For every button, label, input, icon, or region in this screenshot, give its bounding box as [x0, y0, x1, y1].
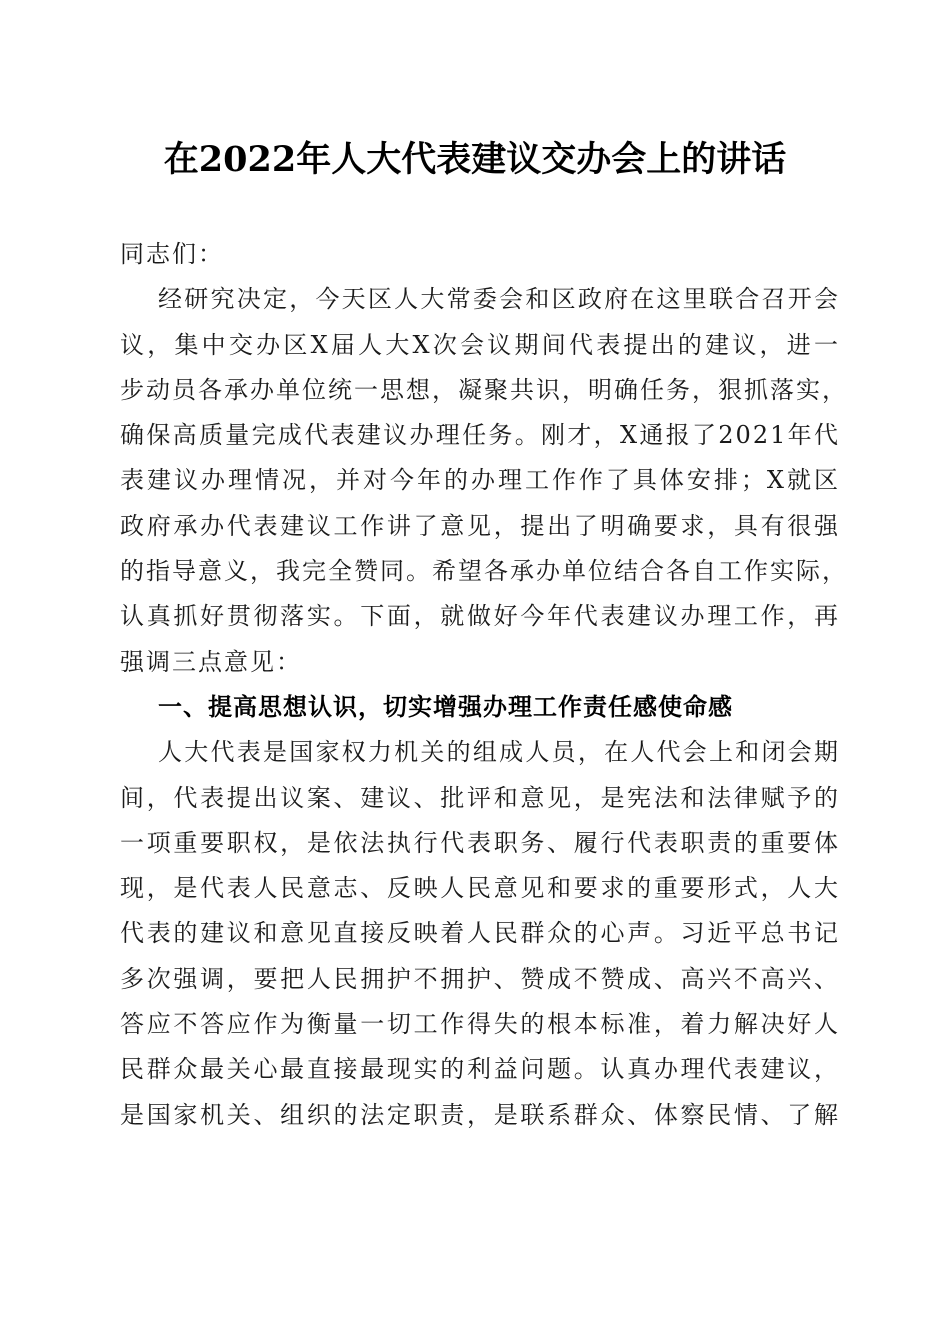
paragraph-2: [120, 730, 840, 1138]
paragraph-line: 代表的建议和意见直接反映着人民群众的心声。习近平总书记: [120, 919, 840, 948]
paragraph-line: 议，集中交办区X届人大X次会议期间代表提出的建议，进一: [120, 330, 840, 359]
paragraph-line: 强调三点意见：: [120, 647, 302, 676]
paragraph-line: 是国家机关、组织的法定职责，是联系群众、体察民情、了解: [120, 1100, 840, 1129]
paragraph-line: 民群众最关心最直接最现实的利益问题。认真办理代表建议，: [120, 1055, 840, 1084]
paragraph-line: 人大代表是国家权力机关的组成人员，在人代会上和闭会期: [158, 738, 840, 767]
section-heading: 一、提高思想认识，切实增强办理工作责任感使命感: [158, 692, 733, 721]
paragraph-line: 的指导意义，我完全赞同。希望各承办单位结合各自工作实际，: [120, 557, 848, 586]
document-body: [120, 232, 848, 1138]
paragraph-line: 间，代表提出议案、建议、批评和意见，是宪法和法律赋予的: [120, 783, 840, 812]
paragraph-line: 步动员各承办单位统一思想，凝聚共识，明确任务，狠抓落实，: [120, 375, 848, 404]
paragraph-line: 政府承办代表建议工作讲了意见，提出了明确要求，具有很强: [120, 511, 840, 540]
paragraph-line: 表建议办理情况，并对今年的办理工作作了具体安排；X就区: [120, 466, 840, 495]
paragraph-line: 一项重要职权，是依法执行代表职务、履行代表职责的重要体: [120, 828, 840, 857]
paragraph-line: 经研究决定，今天区人大常委会和区政府在这里联合召开会: [158, 285, 840, 314]
paragraph-line: 多次强调，要把人民拥护不拥护、赞成不赞成、高兴不高兴、: [120, 964, 840, 993]
document-title: 在2022年人大代表建议交办会上的讲话: [163, 139, 787, 180]
paragraph-line: 答应不答应作为衡量一切工作得失的根本标准，着力解决好人: [120, 1010, 840, 1039]
paragraph-1: [120, 277, 848, 685]
paragraph-line: 认真抓好贯彻落实。下面，就做好今年代表建议办理工作，再: [120, 602, 840, 631]
paragraph-line: 现，是代表人民意志、反映人民意见和要求的重要形式，人大: [120, 874, 840, 903]
salutation: 同志们：: [120, 240, 224, 268]
paragraph-line: 确保高质量完成代表建议办理任务。刚才，X通报了2021年代: [120, 421, 840, 450]
